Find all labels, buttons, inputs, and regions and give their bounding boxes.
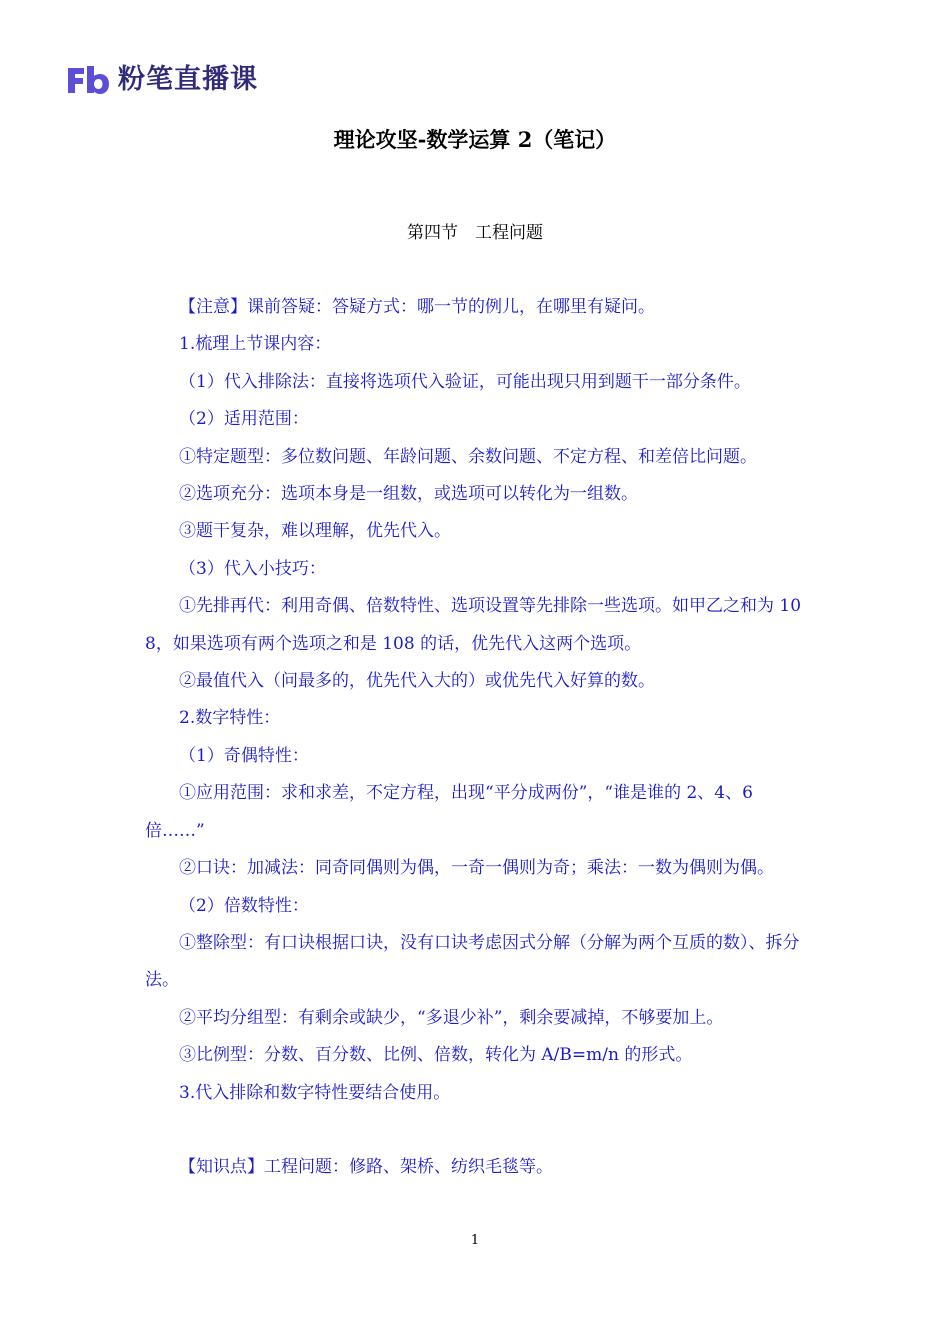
logo-text: 粉笔直播课	[118, 64, 258, 95]
paragraph: （3）代入小技巧：	[179, 558, 326, 579]
fb-logo-icon	[66, 64, 110, 96]
paragraph: ①特定题型：多位数问题、年龄问题、余数问题、不定方程、和差倍比问题。	[179, 446, 757, 467]
page-number: 1	[470, 1233, 480, 1248]
paragraph-note: 【注意】课前答疑：答疑方式：哪一节的例儿，在哪里有疑问。	[179, 297, 655, 317]
paragraph: ①先排再代：利用奇偶、倍数特性、选项设置等先排除一些选项。如甲乙之和为 108，如果选项有两个选项之和是 108 的话，优先代入这两个选项。	[145, 596, 802, 654]
paragraph: ②最值代入（问最多的，优先代入大的）或优先代入好算的数。	[179, 671, 655, 692]
paragraph: ③题干复杂，难以理解，优先代入。	[179, 521, 451, 542]
paragraph: ③比例型：分数、百分数、比例、倍数，转化为 A/B=m/n 的形式。	[179, 1045, 693, 1066]
section-title: 第四节 工程问题	[407, 223, 543, 243]
paragraph: （2）适用范围：	[179, 409, 309, 430]
paragraph: （1）代入排除法：直接将选项代入验证，可能出现只用到题干一部分条件。	[179, 371, 751, 392]
paragraph: （1）奇偶特性：	[179, 745, 309, 766]
paragraph-knowledge-point: 【知识点】工程问题：修路、架桥、纺织毛毯等。	[179, 1156, 553, 1177]
paragraph: 1.梳理上节课内容：	[179, 334, 332, 355]
paragraph: （2）倍数特性：	[179, 895, 309, 916]
paragraph: ②口诀：加减法：同奇同偶则为偶，一奇一偶则为奇；乘法：一数为偶则为偶。	[179, 858, 774, 879]
notes-body	[145, 289, 813, 1186]
paragraph: ②选项充分：选项本身是一组数，或选项可以转化为一组数。	[179, 484, 638, 505]
paragraph: 2.数字特性：	[179, 708, 281, 729]
document-title: 理论攻坚-数学运算 2（笔记）	[333, 127, 617, 152]
paragraph: 3.代入排除和数字特性要结合使用。	[179, 1082, 451, 1103]
paragraph: ②平均分组型：有剩余或缺少，“多退少补”，剩余要减掉，不够要加上。	[179, 1007, 724, 1028]
paragraph: ①整除型：有口诀根据口诀，没有口诀考虑因式分解（分解为两个互质的数）、拆分法。	[145, 932, 800, 991]
brand-logo	[66, 60, 258, 100]
paragraph: ①应用范围：求和求差，不定方程，出现“平分成两份”，“谁是谁的 2、4、6 倍……”	[145, 783, 753, 841]
